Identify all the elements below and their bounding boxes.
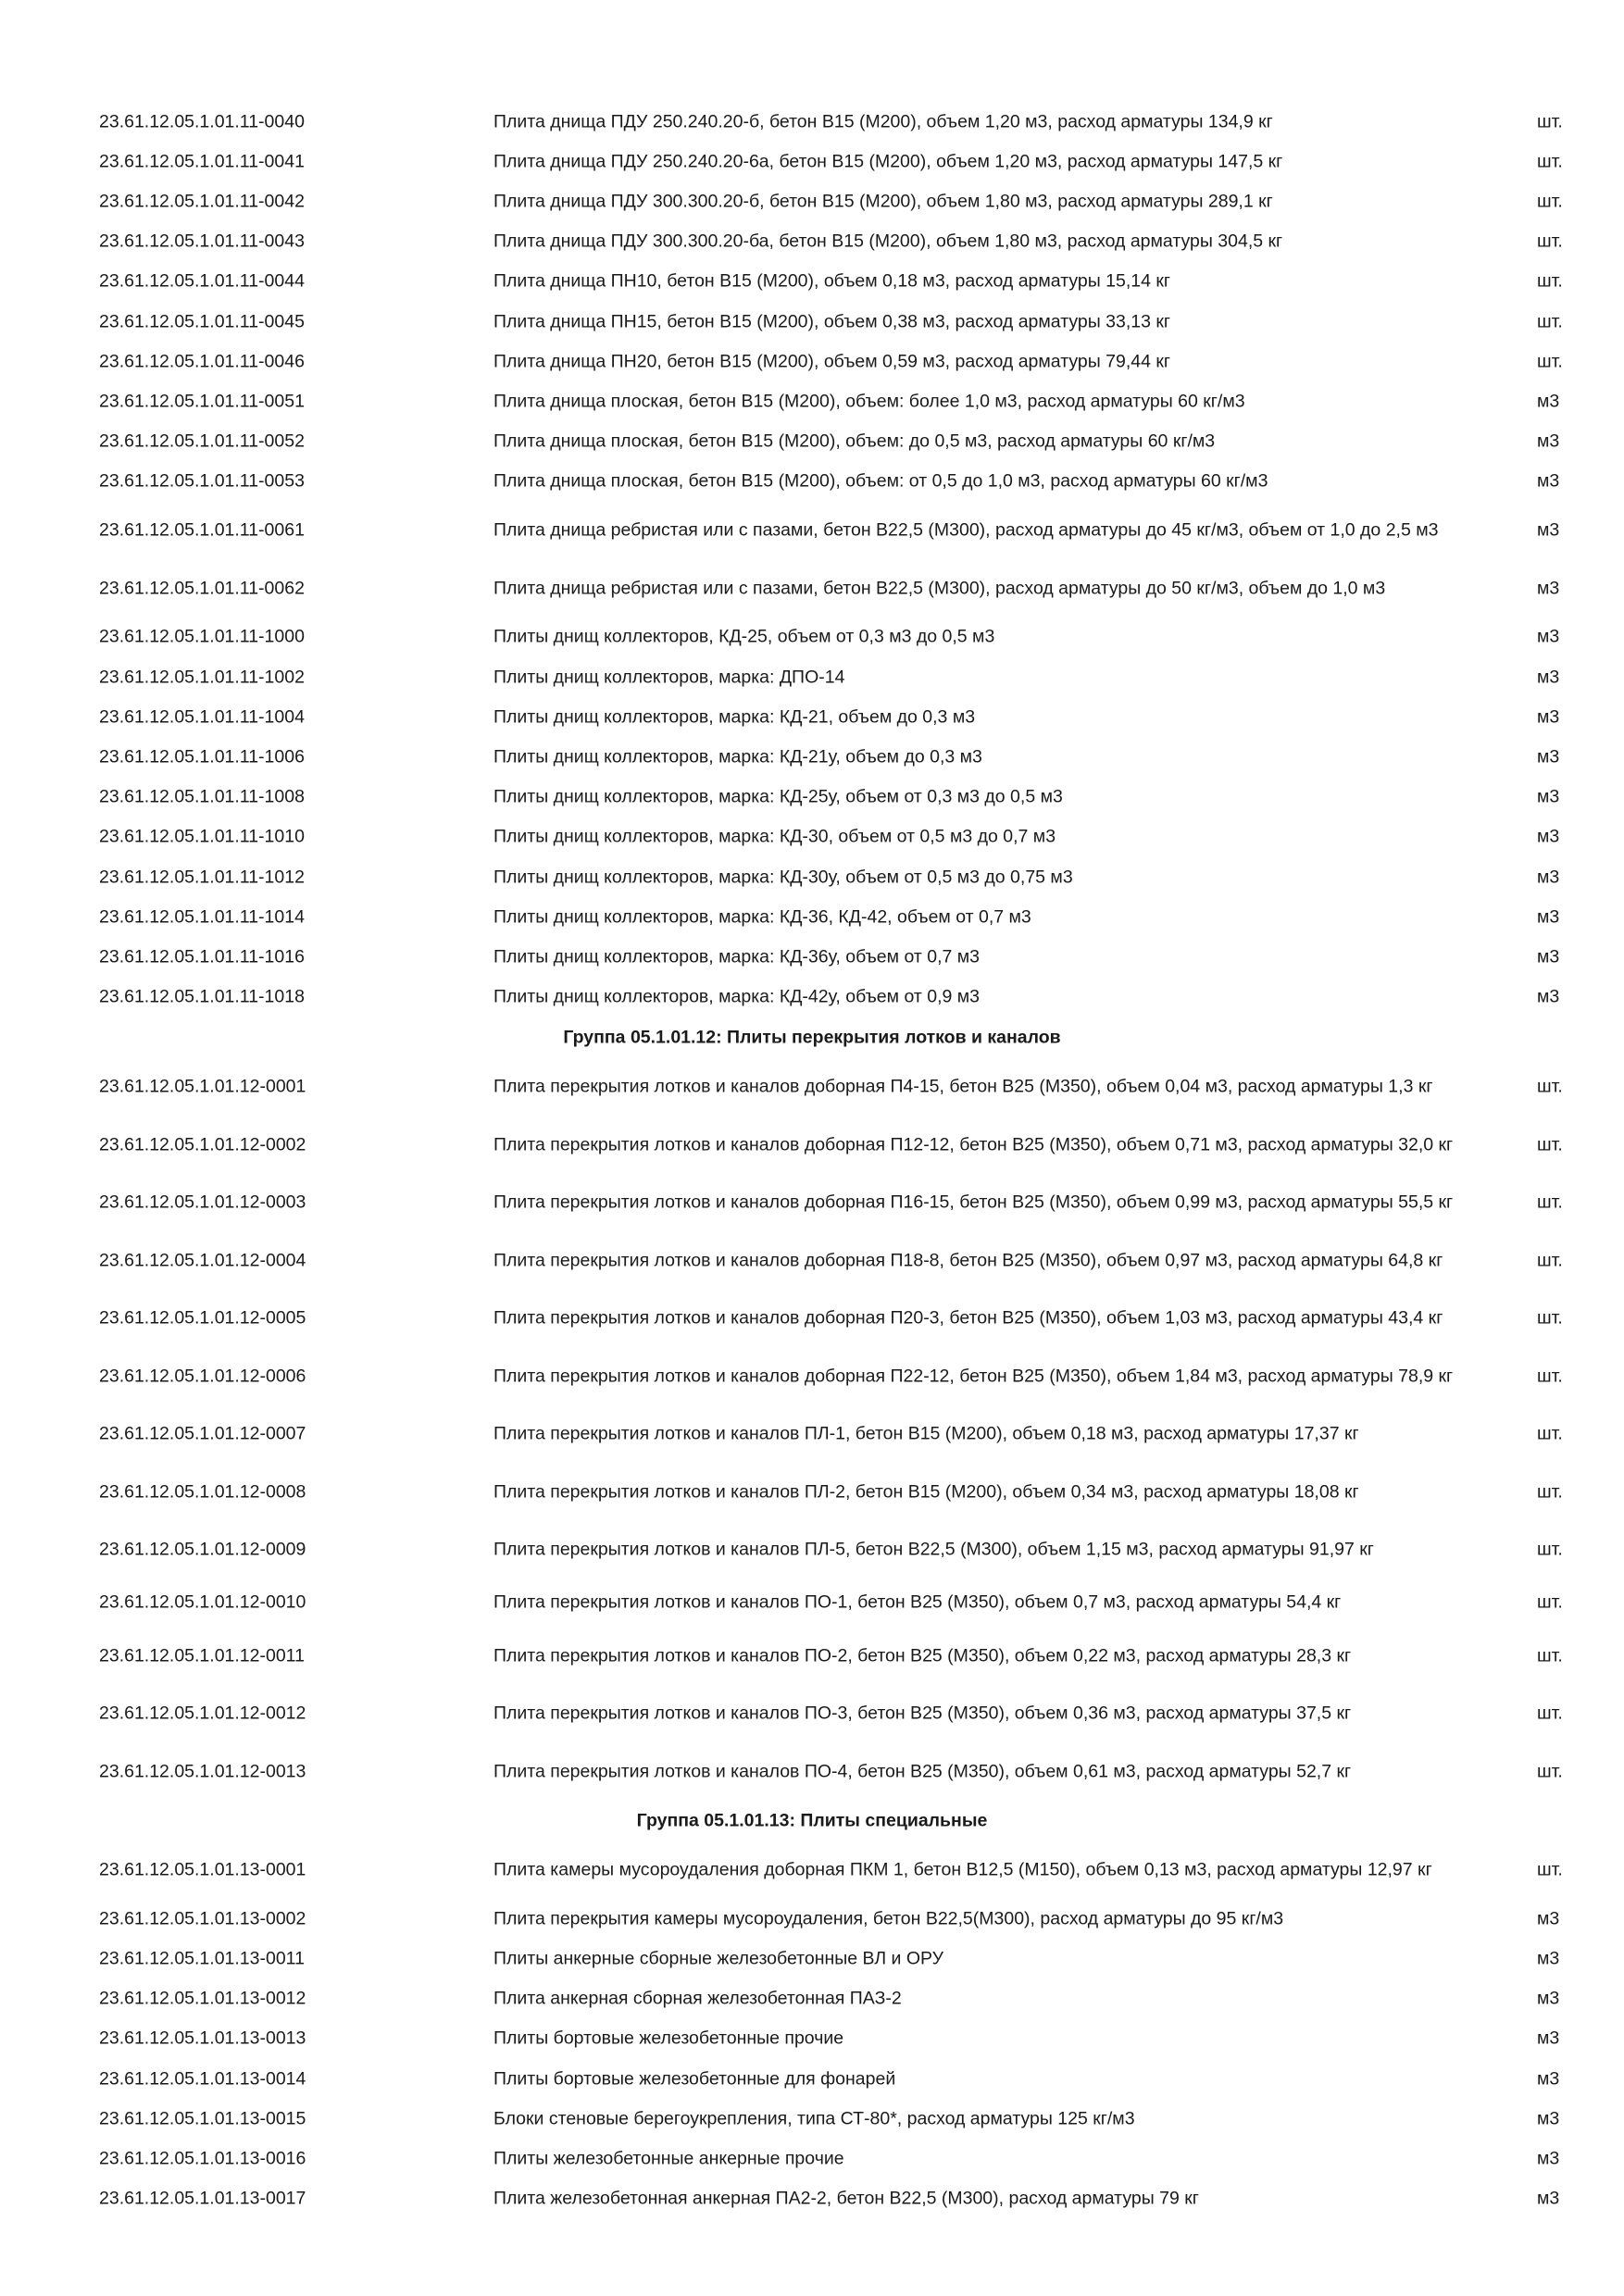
table-row	[0, 181, 1624, 221]
group-title: Группа 05.1.01.13: Плиты специальные	[636, 1810, 988, 1831]
resource-description: Плита перекрытия лотков и каналов доборная П18-8, бетон В25 (М350), объем 0,97 м3, расход арматуры 64,8 кг	[493, 1250, 1443, 1270]
table-row	[0, 342, 1624, 381]
table-row	[0, 857, 1624, 897]
table-row	[0, 1231, 1624, 1290]
resource-description: Плиты днищ коллекторов, марка: ДПО-14	[493, 667, 845, 688]
table-row	[0, 1979, 1624, 2019]
resource-code: 23.61.12.05.1.01.13-0017	[99, 2188, 306, 2209]
table-row	[0, 978, 1624, 1017]
resource-code: 23.61.12.05.1.01.12-0013	[99, 1761, 306, 1781]
resource-code: 23.61.12.05.1.01.11-1014	[99, 906, 305, 928]
resource-description: Плита перекрытия лотков и каналов доборная П16-15, бетон В25 (М350), объем 0,99 м3, расход арматуры 55,5 кг	[493, 1192, 1454, 1213]
resource-description: Плиты железобетонные анкерные прочие	[493, 2148, 844, 2169]
unit-of-measure: м3	[1537, 1988, 1560, 2009]
table-row	[0, 2139, 1624, 2178]
table-row	[0, 262, 1624, 302]
unit-of-measure: шт.	[1537, 1645, 1563, 1666]
table-row	[0, 1742, 1624, 1801]
table-row	[0, 102, 1624, 142]
resource-code: 23.61.12.05.1.01.11-0053	[99, 470, 305, 492]
resource-code: 23.61.12.05.1.01.11-0044	[99, 270, 305, 292]
unit-of-measure: м3	[1537, 430, 1560, 452]
resource-code: 23.61.12.05.1.01.13-0012	[99, 1988, 306, 2009]
unit-of-measure: м3	[1537, 706, 1560, 728]
resource-description: Плиты днищ коллекторов, марка: КД-42у, объем от 0,9 м3	[493, 986, 980, 1007]
resource-description: Плита днища ПН20, бетон В15 (М200), объем 0,59 м3, расход арматуры 79,44 кг	[493, 351, 1171, 372]
resource-description: Плита днища ребристая или с пазами, бетон В22,5 (М300), расход арматуры до 45 кг/м3, объем от 1,0 до 2,5 м3	[493, 519, 1439, 541]
resource-description: Плиты днищ коллекторов, марка: КД-25у, объем от 0,3 м3 до 0,5 м3	[493, 786, 1063, 807]
resource-description: Плита днища ПН10, бетон В15 (М200), объем 0,18 м3, расход арматуры 15,14 кг	[493, 270, 1171, 292]
resource-code: 23.61.12.05.1.01.11-1008	[99, 786, 305, 807]
unit-of-measure: м3	[1537, 470, 1560, 492]
unit-of-measure: шт.	[1537, 1481, 1563, 1502]
table-row	[0, 142, 1624, 181]
table-row	[0, 1347, 1624, 1405]
resource-code: 23.61.12.05.1.01.11-1012	[99, 867, 305, 888]
resource-description: Плита днища плоская, бетон В15 (М200), объем: более 1,0 м3, расход арматуры 60 кг/м3	[493, 391, 1245, 412]
unit-of-measure: шт.	[1537, 1307, 1563, 1329]
table-row	[0, 697, 1624, 737]
table-row	[0, 1116, 1624, 1174]
resource-description: Плиты днищ коллекторов, марка: КД-21у, объем до 0,3 м3	[493, 746, 982, 767]
resource-description: Плиты днищ коллекторов, марка: КД-36, КД-42, объем от 0,7 м3	[493, 906, 1031, 928]
resource-description: Плита перекрытия лотков и каналов ПО-2, бетон В25 (М350), объем 0,22 м3, расход арматуры 28,3 кг	[493, 1645, 1352, 1666]
resource-code: 23.61.12.05.1.01.13-0016	[99, 2148, 306, 2169]
resource-code: 23.61.12.05.1.01.11-0042	[99, 191, 305, 212]
resource-description: Плита днища ребристая или с пазами, бетон В22,5 (М300), расход арматуры до 50 кг/м3, объем до 1,0 м3	[493, 578, 1386, 599]
resource-code: 23.61.12.05.1.01.12-0006	[99, 1366, 306, 1386]
table-row	[0, 937, 1624, 977]
unit-of-measure: м3	[1537, 986, 1560, 1007]
unit-of-measure: м3	[1537, 626, 1560, 647]
unit-of-measure: м3	[1537, 1948, 1560, 1969]
table-row	[0, 2099, 1624, 2139]
unit-of-measure: шт.	[1537, 1423, 1563, 1444]
resource-code: 23.61.12.05.1.01.11-1016	[99, 946, 305, 967]
resource-description: Плиты днищ коллекторов, марка: КД-36у, объем от 0,7 м3	[493, 946, 980, 967]
resource-description: Плиты днищ коллекторов, марка: КД-30у, объем от 0,5 м3 до 0,75 м3	[493, 867, 1073, 888]
document-page	[0, 102, 1624, 2219]
resource-description: Плиты днищ коллекторов, марка: КД-21, объем до 0,3 м3	[493, 706, 976, 728]
table-row	[0, 618, 1624, 657]
unit-of-measure: шт.	[1537, 1539, 1563, 1560]
unit-of-measure: м3	[1537, 2028, 1560, 2049]
unit-of-measure: м3	[1537, 2108, 1560, 2129]
table-row	[0, 1685, 1624, 1743]
table-row	[0, 462, 1624, 502]
table-row	[0, 1627, 1624, 1685]
unit-of-measure: м3	[1537, 667, 1560, 688]
resource-description: Плиты днищ коллекторов, марка: КД-30, объем от 0,5 м3 до 0,7 м3	[493, 826, 1056, 847]
table-row	[0, 1405, 1624, 1464]
resource-description: Плита днища ПДУ 300.300.20-ба, бетон В15 (М200), объем 1,80 м3, расход арматуры 304,5 кг	[493, 231, 1283, 252]
resource-code: 23.61.12.05.1.01.13-0011	[99, 1948, 305, 1969]
unit-of-measure: м3	[1537, 826, 1560, 847]
table-row	[0, 1899, 1624, 1939]
resource-code: 23.61.12.05.1.01.13-0015	[99, 2108, 306, 2129]
unit-of-measure: шт.	[1537, 1250, 1563, 1270]
resource-description: Плита днища плоская, бетон В15 (М200), объем: до 0,5 м3, расход арматуры 60 кг/м3	[493, 430, 1216, 452]
unit-of-measure: шт.	[1537, 270, 1563, 292]
unit-of-measure: шт.	[1537, 1192, 1563, 1213]
group-heading	[0, 1017, 1624, 1058]
table-row	[0, 1463, 1624, 1521]
unit-of-measure: шт.	[1537, 231, 1563, 252]
unit-of-measure: м3	[1537, 786, 1560, 807]
table-row	[0, 2019, 1624, 2059]
resource-description: Блоки стеновые берегоукрепления, типа СТ-80*, расход арматуры 125 кг/м3	[493, 2108, 1135, 2129]
unit-of-measure: м3	[1537, 2188, 1560, 2209]
table-row	[0, 657, 1624, 697]
resource-description: Плита перекрытия лотков и каналов ПЛ-2, бетон В15 (М200), объем 0,34 м3, расход арматуры 18,08 кг	[493, 1481, 1359, 1502]
table-row	[0, 817, 1624, 857]
resource-code: 23.61.12.05.1.01.11-0062	[99, 578, 305, 599]
unit-of-measure: шт.	[1537, 351, 1563, 372]
table-row	[0, 1578, 1624, 1627]
unit-of-measure: шт.	[1537, 311, 1563, 332]
unit-of-measure: м3	[1537, 746, 1560, 767]
resource-description: Плита анкерная сборная железобетонная ПАЗ-2	[493, 1988, 902, 2009]
unit-of-measure: шт.	[1537, 151, 1563, 172]
unit-of-measure: шт.	[1537, 111, 1563, 132]
unit-of-measure: м3	[1537, 578, 1560, 599]
resource-description: Плита днища ПДУ 250.240.20-6а, бетон В15 (М200), объем 1,20 м3, расход арматуры 147,5 кг	[493, 151, 1283, 172]
resource-code: 23.61.12.05.1.01.12-0007	[99, 1423, 306, 1444]
resource-code: 23.61.12.05.1.01.12-0012	[99, 1703, 306, 1724]
unit-of-measure: м3	[1537, 391, 1560, 412]
resource-description: Плита днища плоская, бетон В15 (М200), объем: от 0,5 до 1,0 м3, расход арматуры 60 кг/м3	[493, 470, 1268, 492]
resource-description: Плита перекрытия лотков и каналов доборная П12-12, бетон В25 (М350), объем 0,71 м3, расход арматуры 32,0 кг	[493, 1134, 1454, 1154]
table-row	[0, 559, 1624, 618]
resource-description: Плита перекрытия лотков и каналов ПЛ-1, бетон В15 (М200), объем 0,18 м3, расход арматуры 17,37 кг	[493, 1423, 1359, 1444]
resource-code: 23.61.12.05.1.01.11-1010	[99, 826, 305, 847]
resource-code: 23.61.12.05.1.01.11-0046	[99, 351, 305, 372]
resource-code: 23.61.12.05.1.01.11-1000	[99, 626, 305, 647]
unit-of-measure: м3	[1537, 867, 1560, 888]
table-row	[0, 381, 1624, 421]
resource-code: 23.61.12.05.1.01.11-0043	[99, 231, 305, 252]
resource-code: 23.61.12.05.1.01.13-0001	[99, 1859, 306, 1880]
resource-description: Плиты днищ коллекторов, КД-25, объем от 0,3 м3 до 0,5 м3	[493, 626, 995, 647]
table-row	[0, 1841, 1624, 1900]
table-row	[0, 502, 1624, 560]
unit-of-measure: м3	[1537, 1908, 1560, 1929]
unit-of-measure: шт.	[1537, 1761, 1563, 1781]
table-row	[0, 778, 1624, 817]
unit-of-measure: шт.	[1537, 1859, 1563, 1880]
resource-code: 23.61.12.05.1.01.12-0011	[99, 1645, 305, 1666]
resource-code: 23.61.12.05.1.01.11-1002	[99, 667, 305, 688]
unit-of-measure: м3	[1537, 946, 1560, 967]
unit-of-measure: шт.	[1537, 1703, 1563, 1724]
resource-description: Плита перекрытия лотков и каналов доборная П22-12, бетон В25 (М350), объем 1,84 м3, расход арматуры 78,9 кг	[493, 1366, 1454, 1386]
table-row	[0, 2179, 1624, 2219]
resource-description: Плита перекрытия лотков и каналов доборная П4-15, бетон В25 (М350), объем 0,04 м3, расход арматуры 1,3 кг	[493, 1076, 1433, 1097]
resource-code: 23.61.12.05.1.01.11-0052	[99, 430, 305, 452]
resource-description: Плита днища ПДУ 250.240.20-б, бетон В15 (М200), объем 1,20 м3, расход арматуры 134,9 кг	[493, 111, 1273, 132]
resource-description: Плиты бортовые железобетонные прочие	[493, 2028, 844, 2049]
table-row	[0, 1521, 1624, 1579]
resource-code: 23.61.12.05.1.01.12-0010	[99, 1591, 306, 1613]
resource-code: 23.61.12.05.1.01.11-0061	[99, 519, 305, 541]
table-row	[0, 1174, 1624, 1232]
resource-code: 23.61.12.05.1.01.11-1006	[99, 746, 305, 767]
resource-code: 23.61.12.05.1.01.11-1018	[99, 986, 305, 1007]
unit-of-measure: м3	[1537, 519, 1560, 541]
resource-description: Плиты анкерные сборные железобетонные ВЛ и ОРУ	[493, 1948, 943, 1969]
group-heading	[0, 1801, 1624, 1841]
table-row	[0, 1939, 1624, 1978]
resource-code: 23.61.12.05.1.01.11-0041	[99, 151, 305, 172]
resource-code: 23.61.12.05.1.01.11-1004	[99, 706, 305, 728]
resource-code: 23.61.12.05.1.01.12-0008	[99, 1481, 306, 1502]
resource-description: Плита перекрытия лотков и каналов ПО-3, бетон В25 (М350), объем 0,36 м3, расход арматуры 37,5 кг	[493, 1703, 1352, 1724]
resource-description: Плиты бортовые железобетонные для фонарей	[493, 2068, 896, 2090]
unit-of-measure: шт.	[1537, 1076, 1563, 1097]
resource-description: Плита перекрытия камеры мусороудаления, бетон В22,5(М300), расход арматуры до 95 кг/м3	[493, 1908, 1284, 1929]
resource-code: 23.61.12.05.1.01.12-0001	[99, 1076, 306, 1097]
group-title: Группа 05.1.01.12: Плиты перекрытия лотков и каналов	[563, 1027, 1061, 1048]
resource-description: Плита перекрытия лотков и каналов ПЛ-5, бетон В22,5 (М300), объем 1,15 м3, расход арматуры 91,97 кг	[493, 1539, 1374, 1560]
table-row	[0, 302, 1624, 342]
unit-of-measure: шт.	[1537, 1591, 1563, 1613]
resource-description: Плита днища ПДУ 300.300.20-б, бетон В15 (М200), объем 1,80 м3, расход арматуры 289,1 кг	[493, 191, 1273, 212]
resource-description: Плита перекрытия лотков и каналов ПО-1, бетон В25 (М350), объем 0,7 м3, расход арматуры 54,4 кг	[493, 1591, 1342, 1613]
resource-description: Плита железобетонная анкерная ПА2-2, бетон В22,5 (М300), расход арматуры 79 кг	[493, 2188, 1199, 2209]
unit-of-measure: м3	[1537, 2148, 1560, 2169]
resource-code: 23.61.12.05.1.01.12-0004	[99, 1250, 306, 1270]
resource-code: 23.61.12.05.1.01.11-0040	[99, 111, 305, 132]
table-row	[0, 1058, 1624, 1117]
resource-code: 23.61.12.05.1.01.12-0009	[99, 1539, 306, 1560]
resource-description: Плита днища ПН15, бетон В15 (М200), объем 0,38 м3, расход арматуры 33,13 кг	[493, 311, 1171, 332]
resource-description: Плита перекрытия лотков и каналов доборная П20-3, бетон В25 (М350), объем 1,03 м3, расход арматуры 43,4 кг	[493, 1307, 1443, 1329]
table-row	[0, 1290, 1624, 1348]
table-row	[0, 2059, 1624, 2099]
resource-code: 23.61.12.05.1.01.13-0002	[99, 1908, 306, 1929]
resource-code: 23.61.12.05.1.01.13-0013	[99, 2028, 306, 2049]
unit-of-measure: шт.	[1537, 1366, 1563, 1386]
resource-description: Плита камеры мусороудаления доборная ПКМ 1, бетон В12,5 (М150), объем 0,13 м3, расход арматуры 12,97 кг	[493, 1859, 1432, 1880]
table-row	[0, 422, 1624, 462]
resource-code: 23.61.12.05.1.01.11-0045	[99, 311, 305, 332]
unit-of-measure: м3	[1537, 2068, 1560, 2090]
unit-of-measure: м3	[1537, 906, 1560, 928]
resource-code: 23.61.12.05.1.01.12-0003	[99, 1192, 306, 1213]
resource-description: Плита перекрытия лотков и каналов ПО-4, бетон В25 (М350), объем 0,61 м3, расход арматуры 52,7 кг	[493, 1761, 1352, 1781]
unit-of-measure: шт.	[1537, 1134, 1563, 1154]
resource-code: 23.61.12.05.1.01.12-0005	[99, 1307, 306, 1329]
table-row	[0, 222, 1624, 262]
table-row	[0, 737, 1624, 777]
resource-code: 23.61.12.05.1.01.11-0051	[99, 391, 305, 412]
unit-of-measure: шт.	[1537, 191, 1563, 212]
resource-code: 23.61.12.05.1.01.12-0002	[99, 1134, 306, 1154]
resource-code: 23.61.12.05.1.01.13-0014	[99, 2068, 306, 2090]
table-row	[0, 897, 1624, 937]
